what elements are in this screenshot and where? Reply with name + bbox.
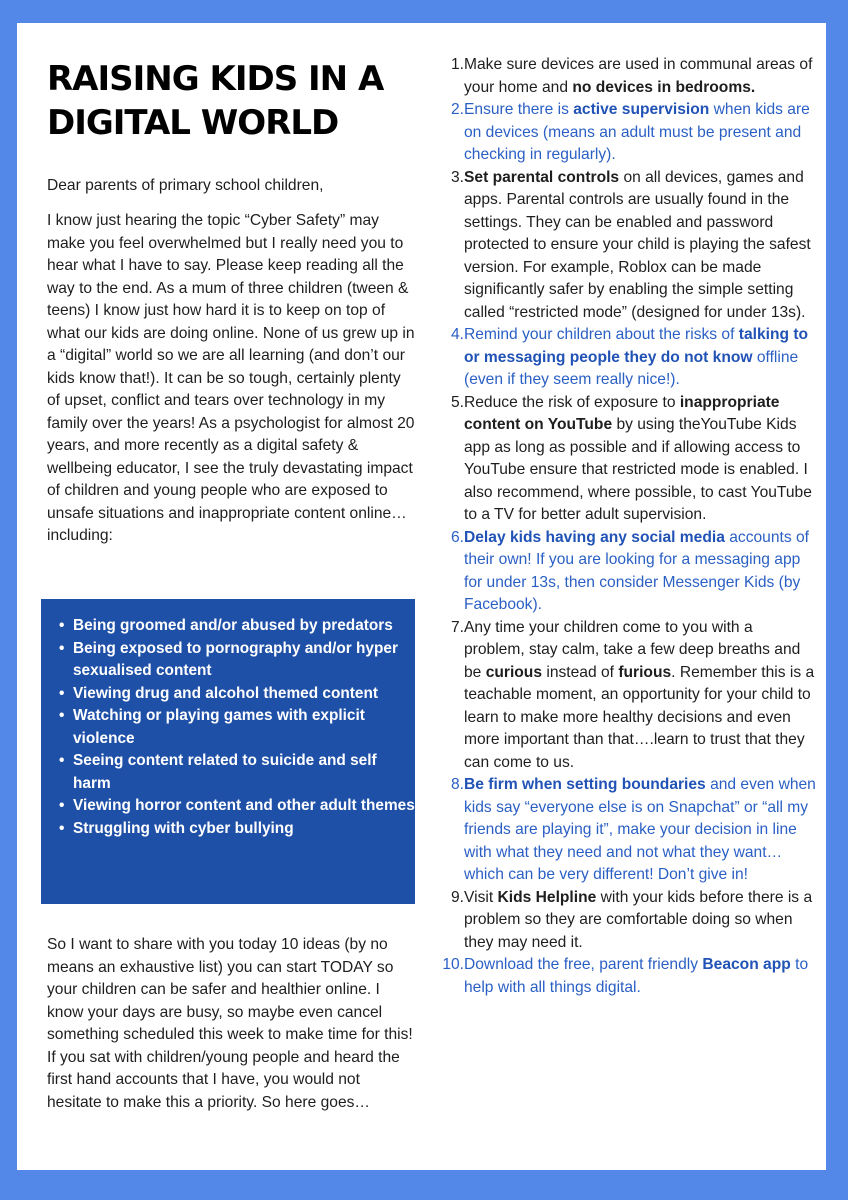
risk-item: • Seeing content related to suicide and self harm	[59, 752, 377, 792]
greeting: Dear parents of primary school children,	[47, 177, 324, 194]
bullet-icon: •	[59, 684, 65, 702]
bullet-icon: •	[59, 819, 65, 837]
page-title: RAISING KIDS IN A DIGITAL WORLD	[47, 59, 384, 143]
risk-item: • Viewing horror content and other adult themes	[73, 795, 415, 818]
risk-item: • Watching or playing games with explicit violence	[59, 707, 365, 747]
intro-paragraph: I know just hearing the topic “Cyber Safety” may make you feel overwhelmed but I really need you to hear what I have to say. Please keep reading all the way to the end. As a mum of three children (tween & teens) I know just how hard it is to keep on top of what our kids are doing online. None of us grew up in a “digital” world so we are all learning (and don’t our kids know that!). It can be so tough, certainly plenty of upset, conflict and tears over technology in my family over the years! As a psychologist for almost 20 years, and more recently as a digital safety & wellbeing educator, I see the truly devastating impact of children and young people who are exposed to unsafe situations and inappropriate content online…including:	[47, 212, 415, 544]
tip-item: 8. Be firm when setting boundaries and even when kids say “everyone else is on Snapchat” or “all my friends are playing it”, make your decision in line with what they need and not what they want… which can be very different! Don’t give in!	[450, 776, 816, 883]
risk-item: • Being exposed to pornography and/or hyper sexualised content	[59, 639, 398, 679]
bullet-icon: •	[59, 752, 65, 769]
tip-item: 9. Visit Kids Helpline with your kids before there is a problem so they are comfortable doing so when they may need it.	[450, 888, 813, 951]
tip-item: 2. Ensure there is active supervision when kids are on devices (means an adult must be present and checking in regularly).	[450, 101, 810, 163]
bullet-icon: •	[59, 617, 65, 634]
risk-item: • Being groomed and/or abused by predators	[73, 615, 415, 638]
risk-item: • Viewing drug and alcohol themed content	[73, 683, 415, 706]
risk-item: • Struggling with cyber bullying	[73, 818, 415, 841]
tip-item: 5. Reduce the risk of exposure to inappropriate content on YouTube by using theYouTube Kids app as long as possible and if allowing access to YouTube ensure that restricted mode is enabled. I also recommend, where possible, to cast YouTube to a TV for better adult supervision.	[450, 393, 812, 523]
tip-item: 3. Set parental controls on all devices, games and apps. Parental controls are usually found in the settings. They can be enabled and password protected to ensure your child is playing the safest version. For example, Roblox can be made significantly safer by enabling the simple setting called “restricted mode” (designed for under 13s).	[450, 168, 811, 321]
bullet-icon: •	[59, 639, 65, 657]
bullet-icon: •	[59, 707, 65, 724]
outro-paragraph: So I want to share with you today 10 ideas (by no means an exhaustive list) you can start TODAY so your children can be safer and healthier online. I know your days are busy, so maybe even cancel something scheduled this week to make time for this! If you sat with children/young people and heard the first hand accounts that I have, you would not hesitate to make this a priority. So here goes…	[47, 936, 413, 1111]
tip-item: 7. Any time your children come to you with a problem, stay calm, take a few deep breaths and be curious instead of furious. Remember this is a teachable moment, an opportunity for your child to learn to make more healthy decisions and even more important than that….learn to trust that they can come to us.	[450, 618, 815, 771]
tips-list	[442, 54, 816, 999]
tip-item: 1. Make sure devices are used in communal areas of your home and no devices in bedrooms.	[450, 56, 813, 96]
tip-item: 4. Remind your children about the risks of talking to or messaging people they do not know offline (even if they seem really nice!).	[450, 326, 809, 388]
risks-list	[41, 599, 415, 840]
tip-item: 10. Download the free, parent friendly Beacon app to help with all things digital.	[442, 956, 809, 996]
bullet-icon: •	[59, 797, 65, 814]
tip-item: 6. Delay kids having any social media accounts of their own! If you are looking for a messaging app for under 13s, then consider Messenger Kids (by Facebook).	[450, 528, 809, 613]
risks-box	[41, 599, 415, 904]
